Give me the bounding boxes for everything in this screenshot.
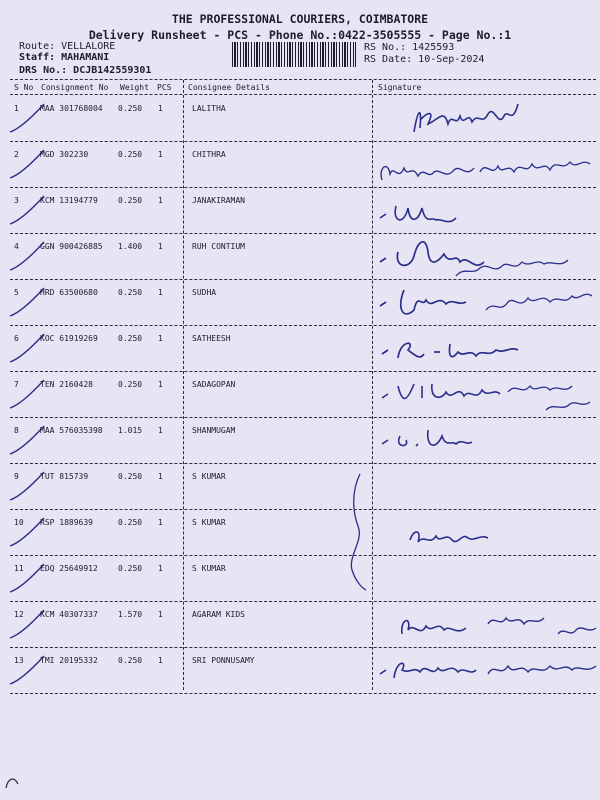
consignment-cell: TUT 815739 [40,472,89,481]
signature-ruh-contium [374,232,574,282]
pcs-cell: 1 [158,334,163,343]
sno-cell: 2 [14,150,19,159]
pcs-cell: 1 [158,288,163,297]
signature-kathirvel [408,98,528,140]
company-title: THE PROFESSIONAL COURIERS, COIMBATORE [171,12,429,26]
consignee-cell: LALITHA [192,104,226,113]
consignee-cell: SRI PONNUSAMY [192,656,255,665]
consignment-cell: KCM 40307337 [40,610,98,619]
column-header-pcs: PCS [157,83,172,92]
pcs-cell: 1 [158,380,163,389]
sno-cell: 11 [14,564,24,573]
weight-cell: 0.250 [118,564,143,573]
pcs-cell: 1 [158,656,163,665]
consignment-cell: KCM 13194779 [40,196,98,205]
barcode [232,42,356,67]
weight-cell: 0.250 [118,288,143,297]
table-row [10,418,596,464]
pcs-cell: 1 [158,150,163,159]
sno-cell: 3 [14,196,19,205]
consignee-cell: CHITHRA [192,150,226,159]
sno-cell: 13 [14,656,24,665]
sno-cell: 4 [14,242,19,251]
consignment-cell: HRD 63500680 [40,288,98,297]
weight-cell: 0.250 [118,518,143,527]
consignment-cell: GGN 900426885 [40,242,103,251]
rs-number: RS No.: 1425593 [364,42,455,53]
table-top-rule [10,79,596,80]
table-header-rule [10,94,596,95]
consignee-cell: RUH CONTIUM [192,242,245,251]
consignee-cell: S KUMAR [192,564,226,573]
pcs-cell: 1 [158,610,163,619]
table-row [10,556,596,602]
table-row [10,510,596,556]
pcs-cell: 1 [158,196,163,205]
weight-cell: 0.250 [118,472,143,481]
weight-cell: 0.250 [118,196,143,205]
runsheet-subtitle: Delivery Runsheet - PCS - Phone No.:0422-3505555 - Page No.:1 [88,28,512,42]
signature-chithra [376,150,600,190]
consignment-cell: TEN 2160428 [40,380,93,389]
weight-cell: 1.400 [118,242,143,251]
page-corner-mark [2,772,24,792]
signature-shanmugam [376,420,476,456]
signature-janakiraman [374,196,464,236]
pcs-cell: 1 [158,242,163,251]
signature-selvi [404,520,494,554]
consignee-cell: S KUMAR [192,472,226,481]
row-rule [10,693,596,694]
consignment-cell: EDQ 25649912 [40,564,98,573]
signature-vidhya [376,372,600,418]
pcs-cell: 1 [158,564,163,573]
consignee-cell: SUDHA [192,288,217,297]
consignment-cell: MAA 301768004 [40,104,103,113]
column-header-consignment: Consignment No [41,83,109,92]
table-row [10,188,596,234]
sno-cell: 9 [14,472,19,481]
sno-cell: 1 [14,104,19,113]
consignment-cell: TMI 20195332 [40,656,98,665]
column-header-signature: Signature [378,83,422,92]
consignment-cell: KOC 61919269 [40,334,98,343]
drs-number: DRS No.: DCJB142559301 [19,65,152,76]
consignment-cell: RSP 1889639 [40,518,93,527]
consignment-cell: MAA 576035398 [40,426,103,435]
sno-cell: 7 [14,380,19,389]
weight-cell: 0.250 [118,656,143,665]
column-header-weight: Weight [120,83,149,92]
consignee-cell: JANAKIRAMAN [192,196,245,205]
column-header-consignee: Consignee Details [188,83,270,92]
weight-cell: 0.250 [118,380,143,389]
signature-sri-ponnusamy [374,652,600,688]
pcs-cell: 1 [158,472,163,481]
signature-agaram-kids [394,604,600,650]
bracket-mark [338,470,372,594]
weight-cell: 0.250 [118,334,143,343]
signature-sudha [374,280,598,326]
weight-cell: 1.015 [118,426,143,435]
pcs-cell: 1 [158,104,163,113]
consignee-cell: AGARAM KIDS [192,610,245,619]
consignee-cell: SADAGOPAN [192,380,236,389]
weight-cell: 0.250 [118,150,143,159]
route-label: Route: VELLALORE [19,41,116,52]
column-header-sno: S No [14,83,34,92]
consignee-cell: SHANMUGAM [192,426,236,435]
rs-date: RS Date: 10-Sep-2024 [364,54,485,65]
signature-r-kumar [376,334,526,366]
weight-cell: 1.570 [118,610,143,619]
consignment-cell: MGD 302230 [40,150,89,159]
sno-cell: 5 [14,288,19,297]
weight-cell: 0.250 [118,104,143,113]
consignee-cell: S KUMAR [192,518,226,527]
sno-cell: 8 [14,426,19,435]
staff-label: Staff: MAHAMANI [19,52,110,63]
pcs-cell: 1 [158,426,163,435]
sno-cell: 10 [14,518,24,527]
pcs-cell: 1 [158,518,163,527]
sno-cell: 12 [14,610,24,619]
sno-cell: 6 [14,334,19,343]
table-row [10,464,596,510]
consignee-cell: SATHEESH [192,334,231,343]
